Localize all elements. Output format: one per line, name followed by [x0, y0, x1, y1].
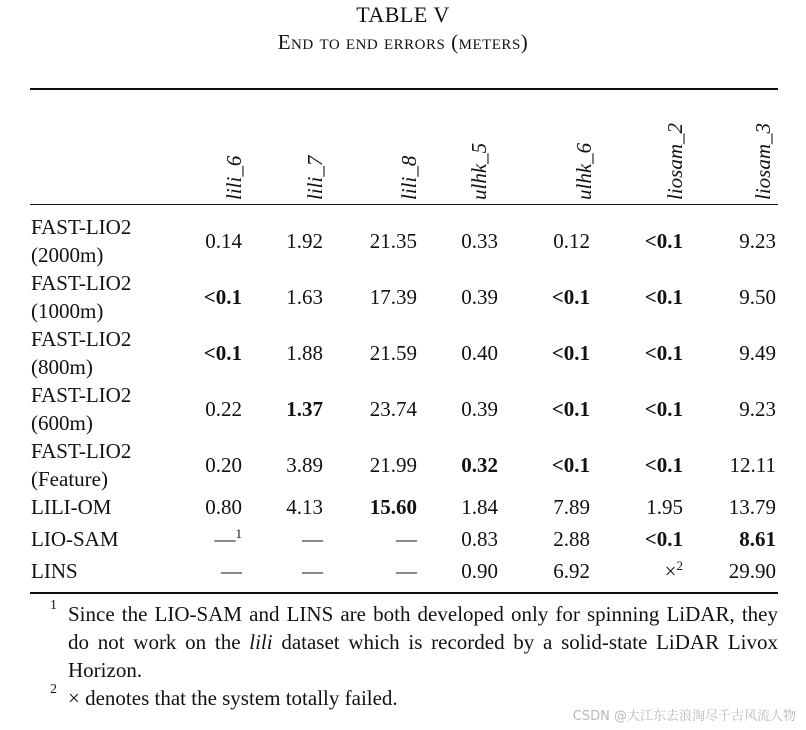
- table-cell: 9.49: [739, 341, 776, 365]
- table-cell: 0.39: [461, 285, 498, 309]
- table-cell: 0.80: [205, 495, 242, 519]
- table-cell: 1.88: [286, 341, 323, 365]
- table-cell: ×$^2$: [664, 558, 683, 583]
- table-cell: 0.90: [461, 559, 498, 583]
- table-cell: 0.12: [553, 229, 590, 253]
- footnote-2-mark: 2: [50, 682, 57, 697]
- watermark: CSDN @大江东去浪淘尽千古风流人物: [572, 709, 796, 724]
- footnote-2: × denotes that the system totally failed.: [68, 686, 398, 710]
- column-header-6: liosam_3: [751, 122, 775, 200]
- table-cell: 3.89: [286, 453, 323, 477]
- row-label-sub: (1000m): [31, 299, 104, 323]
- row-label: FAST-LIO2: [31, 271, 132, 295]
- table-cell: 1.37: [286, 397, 323, 421]
- table-cell: 1.84: [461, 495, 498, 519]
- row-label: FAST-LIO2: [31, 215, 132, 239]
- row-label: LIO-SAM: [31, 527, 119, 551]
- table-cell: —: [396, 527, 417, 551]
- table-cell: 0.39: [461, 397, 498, 421]
- table-caption: End to end errors (meters): [277, 30, 529, 54]
- bottom-rule: [30, 592, 778, 594]
- row-label-sub: (2000m): [31, 243, 104, 267]
- table-cell: 29.90: [728, 559, 776, 583]
- footnote-1-emph: lili: [249, 630, 273, 654]
- table-cell: <0.1: [644, 527, 683, 551]
- table-cell: 2.88: [553, 527, 590, 551]
- column-header-2: lili_8: [397, 155, 421, 200]
- table-cell: <0.1: [551, 341, 590, 365]
- row-label: FAST-LIO2: [31, 383, 132, 407]
- table-cell: 15.60: [369, 495, 417, 519]
- table-cell: 21.99: [369, 453, 417, 477]
- table-cell: <0.1: [551, 397, 590, 421]
- table-cell: 21.35: [369, 229, 417, 253]
- table-cell: 0.22: [205, 397, 242, 421]
- table-cell: 1.92: [286, 229, 323, 253]
- table-cell: <0.1: [644, 341, 683, 365]
- footnote-1: [68, 600, 778, 684]
- column-header-3: ulhk_5: [467, 142, 491, 200]
- row-label: FAST-LIO2: [31, 439, 132, 463]
- table-cell: <0.1: [203, 341, 242, 365]
- table-cell: 0.32: [461, 453, 498, 477]
- table-cell: 7.89: [553, 495, 590, 519]
- table-cell: 21.59: [369, 341, 417, 365]
- table-cell: <0.1: [644, 229, 683, 253]
- column-header-4: ulhk_6: [572, 142, 596, 200]
- header-rule: [30, 204, 778, 205]
- table-cell: 1.63: [286, 285, 323, 309]
- table-cell: <0.1: [551, 285, 590, 309]
- footnote-ref-1: 1: [235, 526, 242, 541]
- row-label: FAST-LIO2: [31, 327, 132, 351]
- table-cell: 12.11: [729, 453, 776, 477]
- table-cell: 9.23: [739, 397, 776, 421]
- table-cell: 1.95: [646, 495, 683, 519]
- table-cell: 17.39: [369, 285, 417, 309]
- row-label-sub: (600m): [31, 411, 93, 435]
- footnote-1-mark: 1: [50, 598, 57, 613]
- table-cell: —$^1$: [214, 526, 242, 551]
- table-cell: 0.20: [205, 453, 242, 477]
- table-cell: 0.40: [461, 341, 498, 365]
- table-cell: <0.1: [644, 285, 683, 309]
- top-rule: [30, 88, 778, 90]
- row-label-sub: (Feature): [31, 467, 108, 491]
- table-cell: 4.13: [286, 495, 323, 519]
- row-label: LILI-OM: [31, 495, 112, 519]
- table-cell: —: [302, 527, 323, 551]
- table-cell: 8.61: [739, 527, 776, 551]
- table-cell: 6.92: [553, 559, 590, 583]
- table-cell: <0.1: [551, 453, 590, 477]
- column-header-1: lili_7: [303, 155, 327, 200]
- table-cell: 23.74: [369, 397, 417, 421]
- table-cell: 13.79: [728, 495, 776, 519]
- table-cell: <0.1: [203, 285, 242, 309]
- footnote-ref-2: 2: [676, 558, 683, 573]
- table-title: TABLE V: [356, 2, 450, 27]
- row-label-sub: (800m): [31, 355, 93, 379]
- table-cell: 9.23: [739, 229, 776, 253]
- table-cell: <0.1: [644, 453, 683, 477]
- table-cell: 0.33: [461, 229, 498, 253]
- column-header-5: liosam_2: [663, 122, 687, 200]
- table-cell: —: [302, 559, 323, 583]
- table-cell: 0.83: [461, 527, 498, 551]
- table-cell: <0.1: [644, 397, 683, 421]
- table-cell: 9.50: [739, 285, 776, 309]
- footnote-1-text-a: Since the LIO-SAM and LINS are both developed only for spinning LiDAR, they do not work on the: [68, 602, 778, 654]
- footnote-1-text-b: dataset which is recorded by a solid-state LiDAR Livox Horizon.: [68, 630, 778, 682]
- row-label: LINS: [31, 559, 78, 583]
- table-cell: 0.14: [205, 229, 242, 253]
- column-header-0: lili_6: [222, 155, 246, 200]
- table-cell: —: [221, 559, 242, 583]
- table-cell: —: [396, 559, 417, 583]
